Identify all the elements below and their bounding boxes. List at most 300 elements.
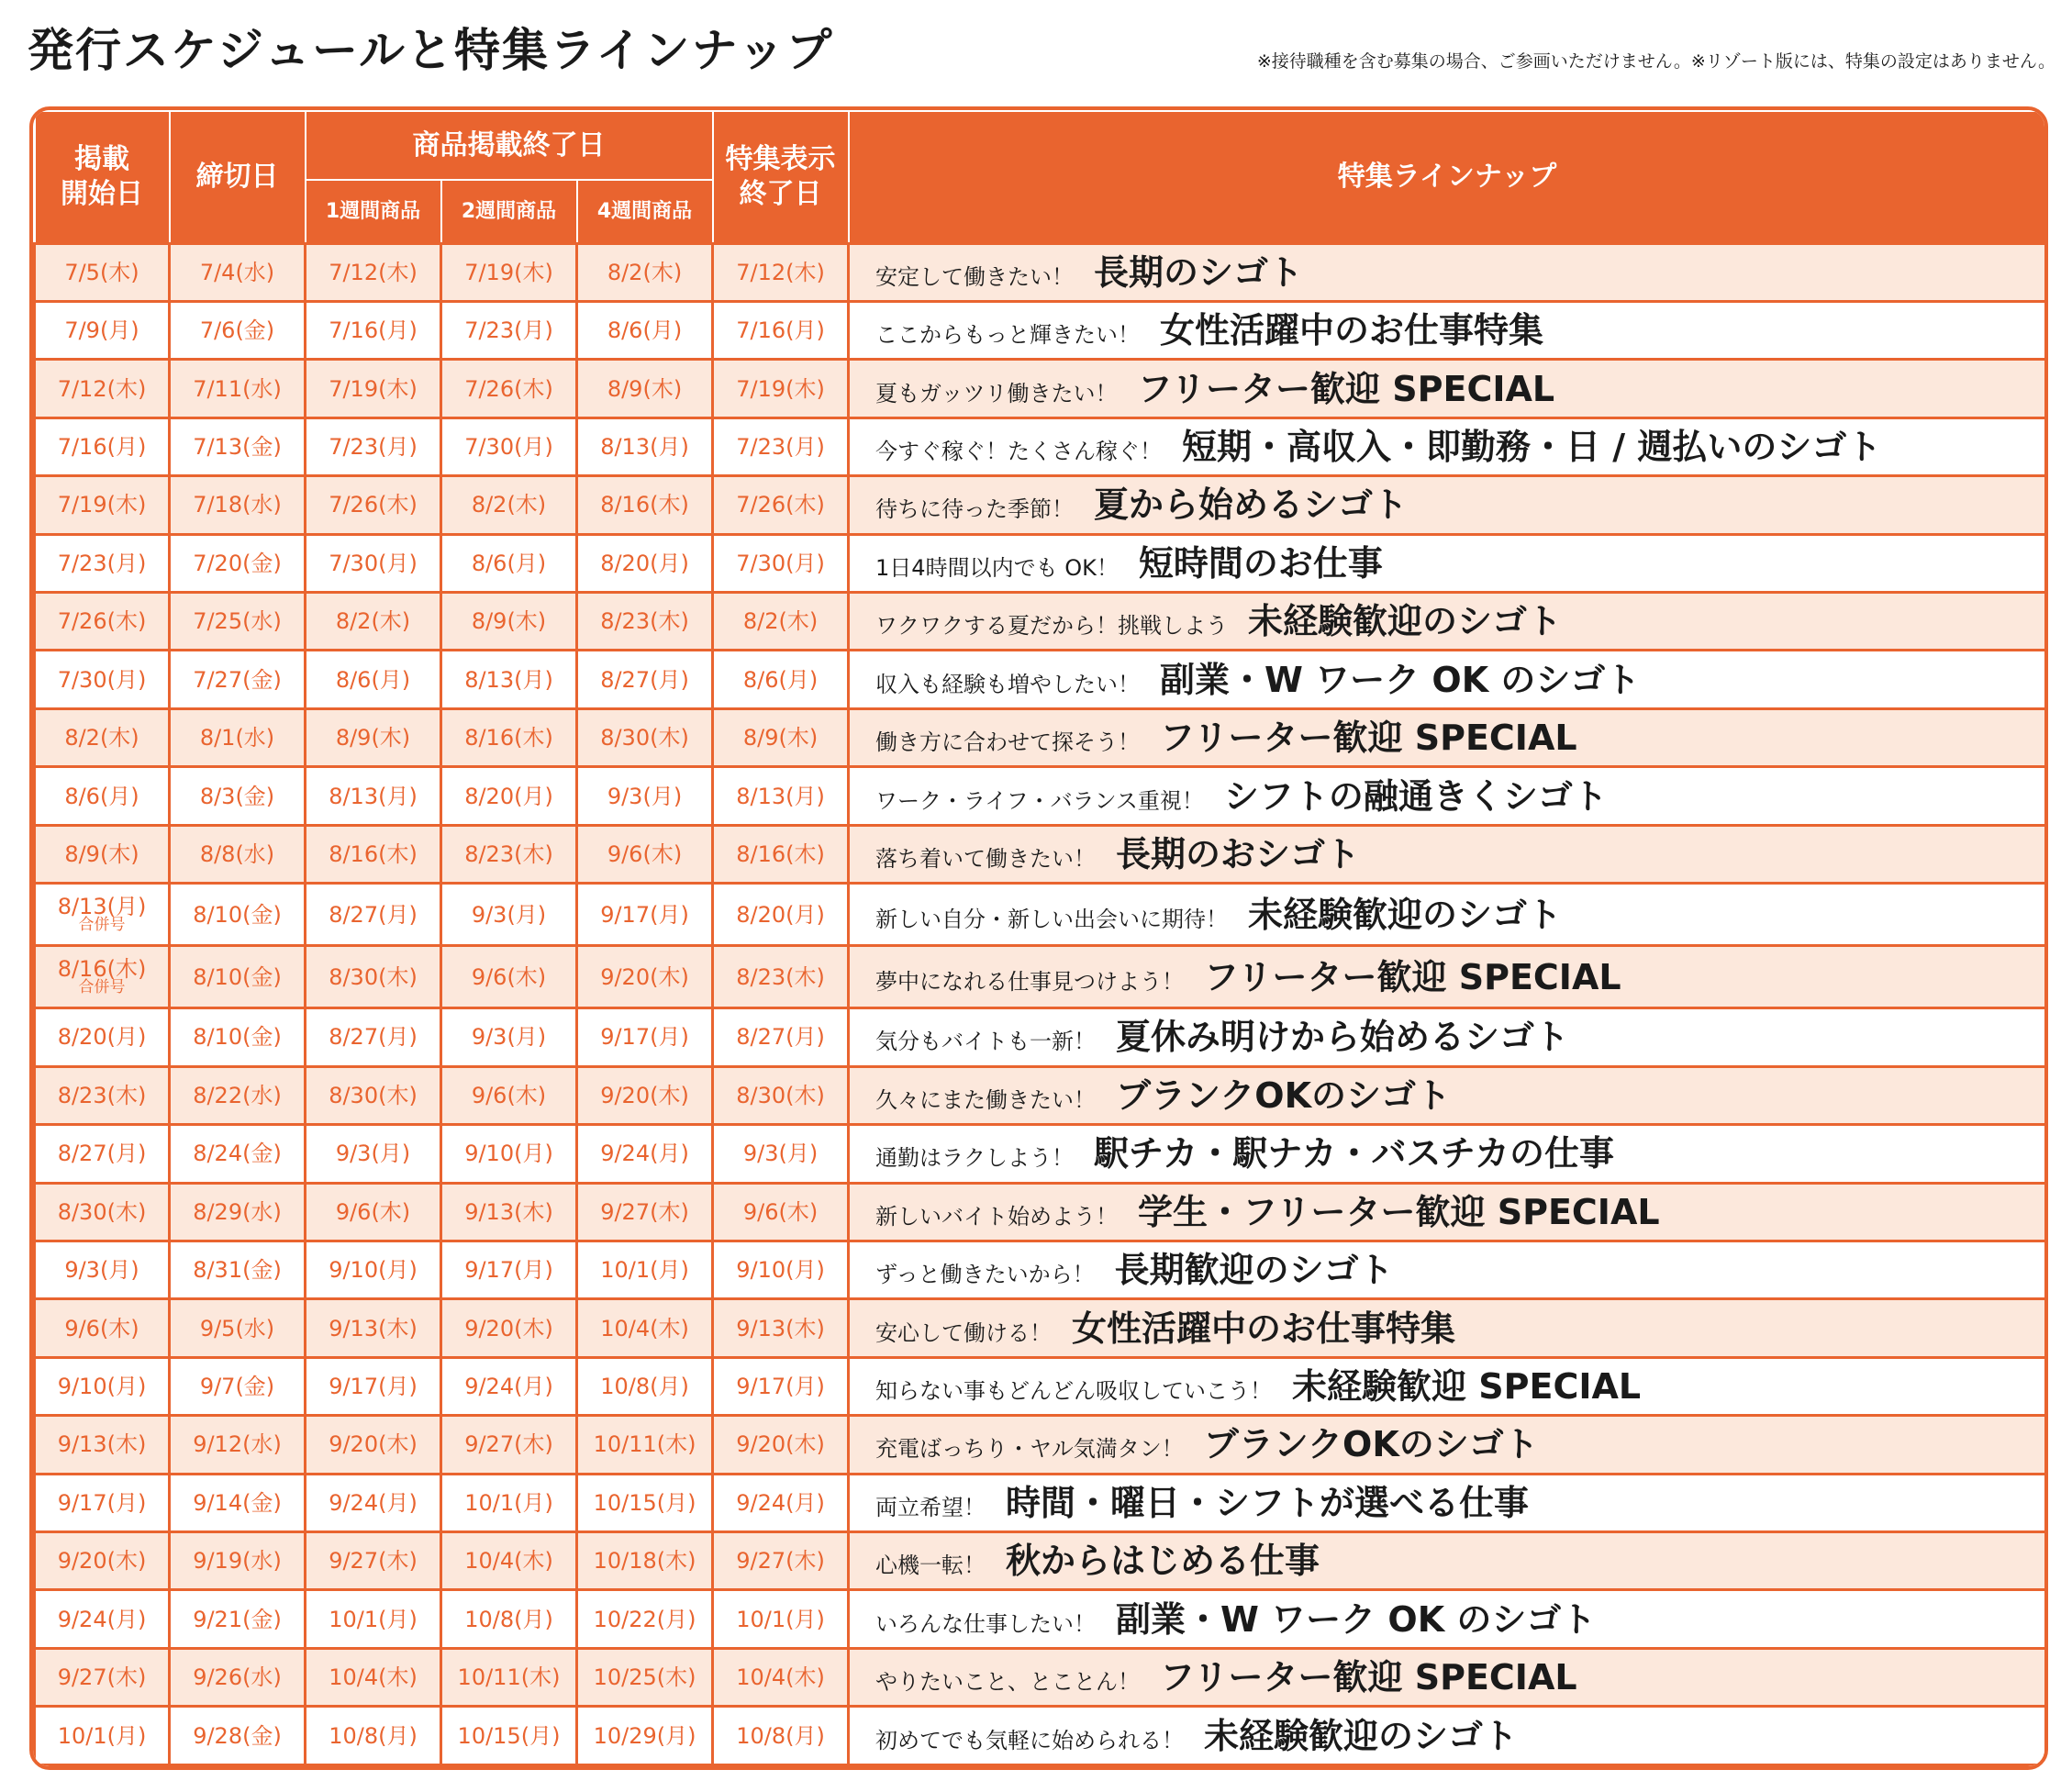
header-start-line2: 開始日 — [61, 177, 143, 210]
week4-end-cell: 8/16(木) — [577, 476, 713, 534]
week1-end-cell: 8/27(月) — [306, 884, 441, 946]
feature-end-cell: 9/3(月) — [713, 1125, 849, 1183]
disclaimer-note: ※接待職種を含む募集の場合、ご参画いただけません。※リゾート版には、特集の設定はありません。 — [1256, 51, 2055, 72]
start-date: 8/30(木) — [57, 1198, 147, 1225]
feature-end-cell: 8/20(月) — [713, 884, 849, 946]
week1-end-cell: 7/19(木) — [306, 360, 441, 417]
start-date: 7/19(木) — [57, 492, 147, 518]
feature-cell — [849, 1241, 2046, 1298]
feature-cell — [849, 1532, 2046, 1590]
feature-lead-text: やりたいこと、とことん！ — [875, 1669, 1141, 1696]
feature-cell — [849, 1707, 2046, 1765]
start-date-wrap — [58, 494, 147, 516]
start-date-cell — [35, 360, 170, 417]
header-week2: 2週間商品 — [441, 180, 577, 243]
header-feature-end-line1: 特集表示 — [725, 143, 836, 176]
start-date-wrap — [64, 317, 139, 344]
table-row — [35, 301, 2046, 359]
table-row — [35, 651, 2046, 708]
feature-cell — [849, 884, 2046, 946]
feature-theme: フリーター歓迎 SPECIAL — [1160, 1657, 1577, 1698]
week1-end-cell: 9/13(木) — [306, 1299, 441, 1357]
feature-theme: 長期歓迎のシゴト — [1114, 1250, 1394, 1291]
feature-end-cell: 10/8(月) — [713, 1707, 849, 1765]
week4-end-cell: 10/8(月) — [577, 1357, 713, 1415]
deadline-cell: 8/3(金) — [170, 767, 306, 825]
start-date-cell — [35, 1008, 170, 1066]
feature-theme: フリーター歓迎 SPECIAL — [1137, 368, 1555, 409]
start-date-cell — [35, 534, 170, 592]
deadline-cell: 7/13(金) — [170, 417, 306, 475]
week1-end-cell: 9/17(月) — [306, 1357, 441, 1415]
week2-end-cell: 10/15(月) — [441, 1707, 577, 1765]
week1-end-cell: 8/30(木) — [306, 1066, 441, 1124]
deadline-cell: 8/29(水) — [170, 1183, 306, 1241]
table-row — [35, 1474, 2046, 1531]
start-date-cell — [35, 767, 170, 825]
feature-lead-text: いろんな仕事したい！ — [875, 1610, 1097, 1637]
week1-end-cell: 8/16(木) — [306, 825, 441, 883]
deadline-cell: 7/20(金) — [170, 534, 306, 592]
table-row — [35, 1532, 2046, 1590]
feature-end-cell: 8/30(木) — [713, 1066, 849, 1124]
week1-end-cell: 10/4(木) — [306, 1648, 441, 1706]
week2-end-cell: 9/3(月) — [441, 884, 577, 946]
feature-end-cell: 7/16(月) — [713, 301, 849, 359]
feature-end-cell: 9/10(月) — [713, 1241, 849, 1298]
start-date: 9/13(木) — [57, 1431, 147, 1458]
start-date: 9/24(月) — [57, 1606, 147, 1632]
start-date-cell — [35, 1648, 170, 1706]
deadline-cell: 9/14(金) — [170, 1474, 306, 1531]
feature-theme: 未経験歓迎のシゴト — [1204, 1715, 1519, 1756]
feature-end-cell: 7/12(木) — [713, 243, 849, 301]
start-date: 9/27(木) — [57, 1664, 147, 1691]
week4-end-cell: 10/25(木) — [577, 1648, 713, 1706]
combined-issue-note: 合併号 — [78, 916, 126, 935]
start-date-cell — [35, 301, 170, 359]
feature-theme: ブランクOKのシゴト — [1116, 1074, 1452, 1116]
feature-theme: 夏から始めるシゴト — [1094, 484, 1409, 526]
table-row — [35, 946, 2046, 1008]
start-date-cell — [35, 1125, 170, 1183]
week2-end-cell: 8/9(木) — [441, 593, 577, 651]
week4-end-cell: 9/17(月) — [577, 884, 713, 946]
deadline-cell: 8/10(金) — [170, 884, 306, 946]
start-date: 8/16(木) — [57, 956, 147, 983]
feature-cell — [849, 243, 2046, 301]
week2-end-cell: 7/26(木) — [441, 360, 577, 417]
table-row — [35, 593, 2046, 651]
feature-theme: 未経験歓迎のシゴト — [1248, 601, 1563, 642]
start-date-cell — [35, 1066, 170, 1124]
feature-end-cell: 9/13(木) — [713, 1299, 849, 1357]
week4-end-cell: 10/29(月) — [577, 1707, 713, 1765]
week1-end-cell: 7/16(月) — [306, 301, 441, 359]
week2-end-cell: 8/20(月) — [441, 767, 577, 825]
feature-lead-text: ワクワクする夏だから！挑戦しよう — [875, 613, 1229, 640]
feature-lead-text: 夏もガッツリ働きたい！ — [875, 380, 1118, 406]
feature-cell — [849, 360, 2046, 417]
start-date-cell — [35, 1357, 170, 1415]
feature-end-cell: 8/13(月) — [713, 767, 849, 825]
feature-lead-text: 両立希望！ — [875, 1494, 986, 1520]
start-date: 9/3(月) — [64, 1257, 139, 1284]
week1-end-cell: 9/6(木) — [306, 1183, 441, 1241]
week1-end-cell: 8/2(木) — [306, 593, 441, 651]
feature-lead-text: 1日4時間以内でも OK！ — [875, 554, 1119, 581]
week1-end-cell: 10/1(月) — [306, 1590, 441, 1648]
header-feature-end — [713, 111, 849, 243]
feature-end-cell: 8/9(木) — [713, 708, 849, 766]
week2-end-cell: 8/13(月) — [441, 651, 577, 708]
table-row — [35, 1416, 2046, 1474]
table-row — [35, 1241, 2046, 1298]
start-date-wrap — [57, 666, 147, 693]
start-date-cell — [35, 651, 170, 708]
table-row — [35, 1590, 2046, 1648]
feature-theme: 秋からはじめる仕事 — [1006, 1541, 1320, 1582]
table-row — [35, 1707, 2046, 1765]
start-date-wrap — [57, 608, 147, 635]
feature-theme: 女性活躍中のお仕事特集 — [1160, 310, 1544, 351]
deadline-cell: 8/10(金) — [170, 1008, 306, 1066]
week1-end-cell: 8/27(月) — [306, 1008, 441, 1066]
start-date-cell — [35, 1299, 170, 1357]
feature-cell — [849, 476, 2046, 534]
start-date-wrap — [57, 1489, 147, 1516]
feature-end-cell: 10/4(木) — [713, 1648, 849, 1706]
feature-theme: 副業・W ワーク OK のシゴト — [1116, 1598, 1597, 1640]
table-row — [35, 1008, 2046, 1066]
schedule-table — [33, 110, 2047, 1766]
deadline-cell: 9/5(水) — [170, 1299, 306, 1357]
header-lineup: 特集ラインナップ — [849, 111, 2046, 243]
start-date-cell — [35, 884, 170, 946]
deadline-cell: 8/10(金) — [170, 946, 306, 1008]
start-date-wrap — [64, 1315, 139, 1341]
start-date-cell — [35, 243, 170, 301]
week1-end-cell: 7/30(月) — [306, 534, 441, 592]
start-date-cell — [35, 825, 170, 883]
start-date: 9/20(木) — [57, 1548, 147, 1575]
week4-end-cell: 8/23(木) — [577, 593, 713, 651]
table-row — [35, 1066, 2046, 1124]
week4-end-cell: 8/30(木) — [577, 708, 713, 766]
start-date: 8/23(木) — [57, 1082, 147, 1108]
week4-end-cell: 9/20(木) — [577, 946, 713, 1008]
start-date-wrap — [64, 785, 139, 807]
week1-end-cell: 7/26(木) — [306, 476, 441, 534]
feature-lead-text: 気分もバイトも一新！ — [875, 1029, 1097, 1055]
week1-end-cell: 9/3(月) — [306, 1125, 441, 1183]
feature-theme: 副業・W ワーク OK のシゴト — [1160, 659, 1641, 700]
feature-theme: 長期のシゴト — [1094, 251, 1304, 293]
feature-theme: 未経験歓迎のシゴト — [1248, 894, 1563, 935]
deadline-cell: 9/12(水) — [170, 1416, 306, 1474]
start-date-wrap — [58, 896, 147, 933]
feature-end-cell: 9/24(月) — [713, 1474, 849, 1531]
start-date-wrap — [57, 433, 147, 460]
start-date: 9/6(木) — [64, 1315, 139, 1341]
start-date-wrap — [57, 1082, 147, 1108]
feature-theme: 時間・曜日・シフトが選べる仕事 — [1006, 1482, 1530, 1523]
header-start-line1: 掲載 — [74, 143, 129, 176]
feature-lead-text: 待ちに待った季節！ — [875, 496, 1075, 523]
week2-end-cell: 9/6(木) — [441, 946, 577, 1008]
feature-theme: ブランクOKのシゴト — [1203, 1424, 1539, 1465]
feature-cell — [849, 651, 2046, 708]
start-date-wrap — [58, 552, 147, 574]
feature-theme: 短時間のお仕事 — [1138, 542, 1383, 584]
deadline-cell: 8/24(金) — [170, 1125, 306, 1183]
week4-end-cell: 9/20(木) — [577, 1066, 713, 1124]
feature-end-cell: 8/2(木) — [713, 593, 849, 651]
feature-cell — [849, 1357, 2046, 1415]
deadline-cell: 7/6(金) — [170, 301, 306, 359]
week2-end-cell: 9/6(木) — [441, 1066, 577, 1124]
start-date-wrap — [57, 1664, 147, 1691]
week4-end-cell: 8/20(月) — [577, 534, 713, 592]
week1-end-cell: 8/6(月) — [306, 651, 441, 708]
deadline-cell: 7/25(水) — [170, 593, 306, 651]
start-date-wrap — [64, 259, 139, 285]
feature-end-cell: 8/6(月) — [713, 651, 849, 708]
deadline-cell: 8/22(水) — [170, 1066, 306, 1124]
start-date-cell — [35, 1590, 170, 1648]
feature-lead-text: 働き方に合わせて探そう！ — [875, 729, 1141, 756]
start-date-cell — [35, 1416, 170, 1474]
table-row — [35, 884, 2046, 946]
feature-theme: 学生・フリーター歓迎 SPECIAL — [1138, 1191, 1660, 1232]
feature-theme: 駅チカ・駅ナカ・バスチカの仕事 — [1094, 1133, 1614, 1174]
table-row — [35, 417, 2046, 475]
deadline-cell: 9/7(金) — [170, 1357, 306, 1415]
week2-end-cell: 9/17(月) — [441, 1241, 577, 1298]
week1-end-cell: 8/13(月) — [306, 767, 441, 825]
week2-end-cell: 7/23(月) — [441, 301, 577, 359]
week1-end-cell: 10/8(月) — [306, 1707, 441, 1765]
table-row — [35, 1125, 2046, 1183]
week2-end-cell: 9/10(月) — [441, 1125, 577, 1183]
start-date: 7/30(月) — [57, 666, 147, 693]
feature-theme: 長期のおシゴト — [1116, 833, 1361, 874]
week4-end-cell: 8/9(木) — [577, 360, 713, 417]
header-deadline: 締切日 — [170, 111, 306, 243]
feature-end-cell: 7/19(木) — [713, 360, 849, 417]
start-date: 7/23(月) — [57, 550, 147, 576]
feature-end-cell: 8/27(月) — [713, 1008, 849, 1066]
start-date-cell — [35, 1241, 170, 1298]
week2-end-cell: 10/4(木) — [441, 1532, 577, 1590]
start-date: 8/13(月) — [57, 894, 147, 920]
start-date-wrap — [57, 1722, 147, 1749]
week4-end-cell: 10/11(木) — [577, 1416, 713, 1474]
feature-lead-text: 落ち着いて働きたい！ — [875, 845, 1097, 872]
feature-lead-text: ワーク・ライフ・バランス重視！ — [875, 787, 1204, 814]
table-row — [35, 243, 2046, 301]
week2-end-cell: 10/1(月) — [441, 1474, 577, 1531]
week1-end-cell: 7/23(月) — [306, 417, 441, 475]
table-row — [35, 1299, 2046, 1357]
start-date: 7/26(木) — [57, 608, 147, 635]
start-date: 9/17(月) — [57, 1489, 147, 1516]
table-row — [35, 476, 2046, 534]
feature-theme: シフトの融通きくシゴト — [1223, 775, 1608, 817]
start-date: 7/12(木) — [57, 375, 147, 402]
combined-issue-note: 合併号 — [78, 978, 126, 997]
week2-end-cell: 7/19(木) — [441, 243, 577, 301]
start-date: 8/9(木) — [64, 840, 139, 867]
start-date-wrap — [58, 1375, 147, 1397]
feature-theme: 女性活躍中のお仕事特集 — [1072, 1308, 1456, 1349]
table-row — [35, 825, 2046, 883]
page-title: 発行スケジュールと特集ラインナップ — [28, 24, 834, 77]
feature-end-cell: 8/23(木) — [713, 946, 849, 1008]
deadline-cell: 7/18(水) — [170, 476, 306, 534]
feature-lead-text: 新しいバイト始めよう！ — [875, 1203, 1119, 1230]
feature-end-cell: 9/6(木) — [713, 1183, 849, 1241]
start-date: 8/6(月) — [64, 783, 139, 809]
start-date-cell — [35, 476, 170, 534]
start-date-cell — [35, 946, 170, 1008]
header-start-date — [35, 111, 170, 243]
start-date-wrap — [58, 958, 147, 996]
table-row — [35, 708, 2046, 766]
week1-end-cell: 9/27(木) — [306, 1532, 441, 1590]
start-date-wrap — [57, 1024, 147, 1051]
week4-end-cell: 10/1(月) — [577, 1241, 713, 1298]
week1-end-cell: 9/10(月) — [306, 1241, 441, 1298]
week2-end-cell: 10/8(月) — [441, 1590, 577, 1648]
start-date-wrap — [64, 727, 139, 749]
week2-end-cell: 9/20(木) — [441, 1299, 577, 1357]
feature-lead-text: 初めてでも気軽に始められる！ — [875, 1727, 1185, 1753]
week1-end-cell: 7/12(木) — [306, 243, 441, 301]
week2-end-cell: 8/6(月) — [441, 534, 577, 592]
week4-end-cell: 8/13(月) — [577, 417, 713, 475]
feature-lead-text: ずっと働きたいから！ — [875, 1262, 1095, 1288]
feature-cell — [849, 767, 2046, 825]
start-date-cell — [35, 417, 170, 475]
start-date: 7/9(月) — [64, 317, 139, 344]
week2-end-cell: 7/30(月) — [441, 417, 577, 475]
feature-lead-text: 充電ばっちり・ヤル気満タン！ — [875, 1436, 1184, 1463]
start-date-wrap — [64, 840, 139, 867]
feature-end-cell: 7/26(木) — [713, 476, 849, 534]
feature-cell — [849, 1008, 2046, 1066]
feature-lead-text: 安心して働ける！ — [875, 1319, 1053, 1346]
week4-end-cell: 8/2(木) — [577, 243, 713, 301]
start-date: 10/1(月) — [57, 1722, 147, 1749]
week4-end-cell: 10/22(月) — [577, 1590, 713, 1648]
feature-end-cell: 7/23(月) — [713, 417, 849, 475]
feature-lead-text: 夢中になれる仕事見つけよう！ — [875, 968, 1185, 995]
feature-cell — [849, 1066, 2046, 1124]
start-date: 9/10(月) — [57, 1374, 147, 1399]
start-date-wrap — [57, 1141, 147, 1167]
week2-end-cell: 10/11(木) — [441, 1648, 577, 1706]
table-row — [35, 534, 2046, 592]
week4-end-cell: 9/17(月) — [577, 1008, 713, 1066]
header-feature-end-line2: 終了日 — [739, 177, 822, 210]
feature-cell — [849, 417, 2046, 475]
feature-cell — [849, 946, 2046, 1008]
feature-lead-text: 今すぐ稼ぐ！たくさん稼ぐ！ — [875, 438, 1163, 464]
deadline-cell: 8/1(水) — [170, 708, 306, 766]
start-date-cell — [35, 708, 170, 766]
feature-lead-text: 収入も経験も増やしたい！ — [875, 671, 1141, 697]
week2-end-cell: 8/2(木) — [441, 476, 577, 534]
feature-theme: 夏休み明けから始めるシゴト — [1116, 1017, 1570, 1058]
header-end-group: 商品掲載終了日 — [306, 111, 713, 180]
table-row — [35, 1183, 2046, 1241]
week2-end-cell: 9/24(月) — [441, 1357, 577, 1415]
start-date-wrap — [57, 1548, 147, 1575]
feature-lead-text: 知らない事もどんどん吸収していこう！ — [875, 1378, 1273, 1404]
start-date-cell — [35, 1707, 170, 1765]
week1-end-cell: 8/9(木) — [306, 708, 441, 766]
week4-end-cell: 9/3(月) — [577, 767, 713, 825]
week4-end-cell: 9/24(月) — [577, 1125, 713, 1183]
feature-end-cell: 9/27(木) — [713, 1532, 849, 1590]
feature-cell — [849, 301, 2046, 359]
start-date: 7/16(月) — [57, 433, 147, 460]
start-date: 8/2(木) — [64, 725, 139, 751]
week4-end-cell: 10/4(木) — [577, 1299, 713, 1357]
feature-cell — [849, 1299, 2046, 1357]
start-date-wrap — [57, 1198, 147, 1225]
feature-cell — [849, 708, 2046, 766]
feature-theme: フリーター歓迎 SPECIAL — [1204, 956, 1621, 997]
start-date-wrap — [57, 1431, 147, 1458]
week1-end-cell: 8/30(木) — [306, 946, 441, 1008]
table-row — [35, 360, 2046, 417]
feature-end-cell: 9/20(木) — [713, 1416, 849, 1474]
feature-cell — [849, 1648, 2046, 1706]
feature-lead-text: 通勤はラクしよう！ — [875, 1145, 1075, 1172]
feature-end-cell: 7/30(月) — [713, 534, 849, 592]
deadline-cell: 7/11(水) — [170, 360, 306, 417]
feature-cell — [849, 1416, 2046, 1474]
start-date-cell — [35, 593, 170, 651]
schedule-table-frame — [29, 106, 2048, 1770]
feature-lead-text: 安定して働きたい！ — [875, 263, 1075, 290]
week2-end-cell: 9/13(木) — [441, 1183, 577, 1241]
start-date-wrap — [64, 1257, 139, 1284]
feature-cell — [849, 593, 2046, 651]
deadline-cell: 7/4(水) — [170, 243, 306, 301]
week4-end-cell: 9/27(木) — [577, 1183, 713, 1241]
start-date: 7/5(木) — [64, 259, 139, 285]
week4-end-cell: 8/27(月) — [577, 651, 713, 708]
header-week1: 1週間商品 — [306, 180, 441, 243]
table-row — [35, 1648, 2046, 1706]
deadline-cell: 9/21(金) — [170, 1590, 306, 1648]
start-date-cell — [35, 1532, 170, 1590]
start-date-cell — [35, 1474, 170, 1531]
week2-end-cell: 9/3(月) — [441, 1008, 577, 1066]
feature-lead-text: 久々にまた働きたい！ — [875, 1086, 1097, 1113]
feature-cell — [849, 1183, 2046, 1241]
start-date-wrap — [58, 1608, 147, 1631]
table-row — [35, 767, 2046, 825]
start-date: 8/27(月) — [57, 1141, 147, 1167]
feature-cell — [849, 825, 2046, 883]
feature-theme: 短期・高収入・即勤務・日 / 週払いのシゴト — [1182, 426, 1882, 467]
feature-theme: フリーター歓迎 SPECIAL — [1160, 718, 1577, 759]
feature-end-cell: 9/17(月) — [713, 1357, 849, 1415]
